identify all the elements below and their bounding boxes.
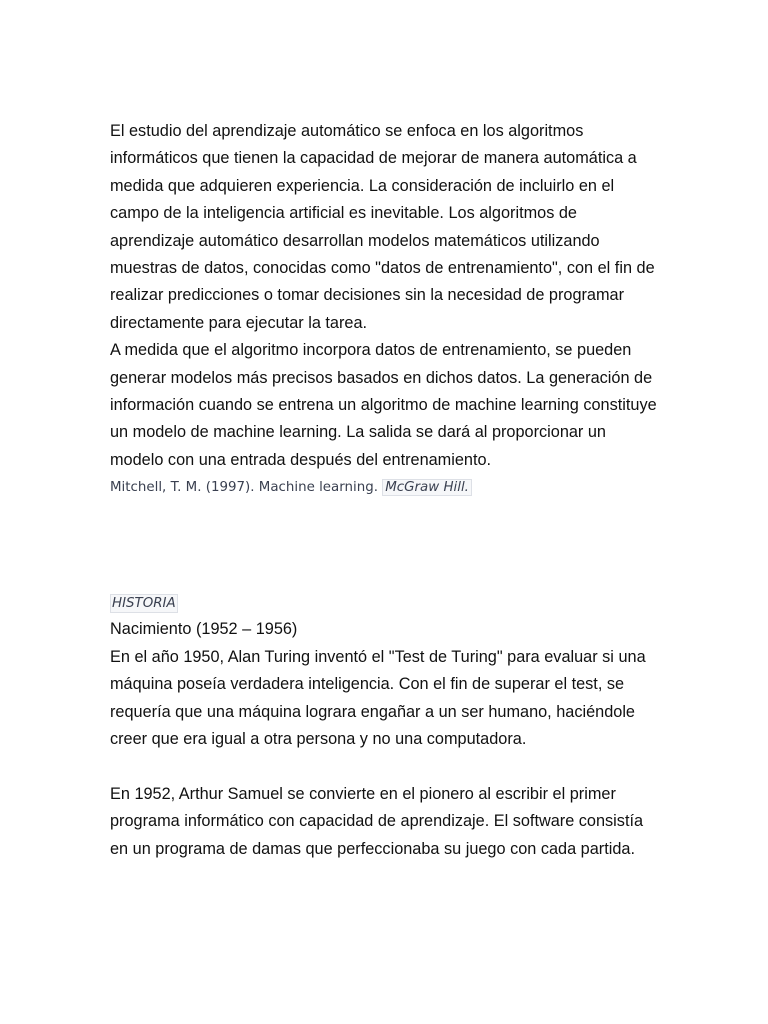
intro-paragraph-1: El estudio del aprendizaje automático se enfoca en los algoritmos informáticos que tienen la capacidad de mejorar de manera automática a medida que adquieren experiencia. La consideración de incluirlo en el campo de la inteligencia artificial es inevitable. Los algoritmos de aprendizaje automático desarrollan modelos matemáticos utilizando muestras de datos, conocidas como "datos de entrenamiento", con el fin de realizar predicciones o tomar decisiones sin la necesidad de programar directamente para ejecutar la tarea. — [110, 122, 655, 332]
citation — [110, 474, 660, 502]
citation-publisher: McGraw Hill. — [382, 479, 472, 496]
citation-text: Mitchell, T. M. (1997). Machine learning. — [110, 480, 383, 496]
section-subheading: Nacimiento (1952 – 1956) — [110, 620, 298, 639]
document-body — [110, 118, 660, 863]
history-paragraph-2: En 1952, Arthur Samuel se convierte en el pionero al escribir el primer programa informático con capacidad de aprendizaje. El software consistía en un programa de damas que perfeccionaba su juego con cada partida. — [110, 784, 644, 858]
paragraph-spacer — [110, 753, 660, 780]
intro-paragraph-2: A medida que el algoritmo incorpora datos de entrenamiento, se pueden generar modelos más precisos basados en dichos datos. La generación de información cuando se entrena un algoritmo de machine learning constituye un modelo de machine learning. La salida se dará al proporcionar un modelo con una entrada después del entrenamiento. — [110, 341, 657, 469]
section-tag-row — [110, 589, 660, 616]
history-paragraph-1: En el año 1950, Alan Turing inventó el "Test de Turing" para evaluar si una máquina poseía verdadera inteligencia. Con el fin de superar el test, se requería que una máquina lograra engañar a un ser humano, haciéndole creer que era igual a otra persona y no una computadora. — [110, 647, 646, 748]
section-tag-historia: HISTORIA — [112, 596, 176, 612]
